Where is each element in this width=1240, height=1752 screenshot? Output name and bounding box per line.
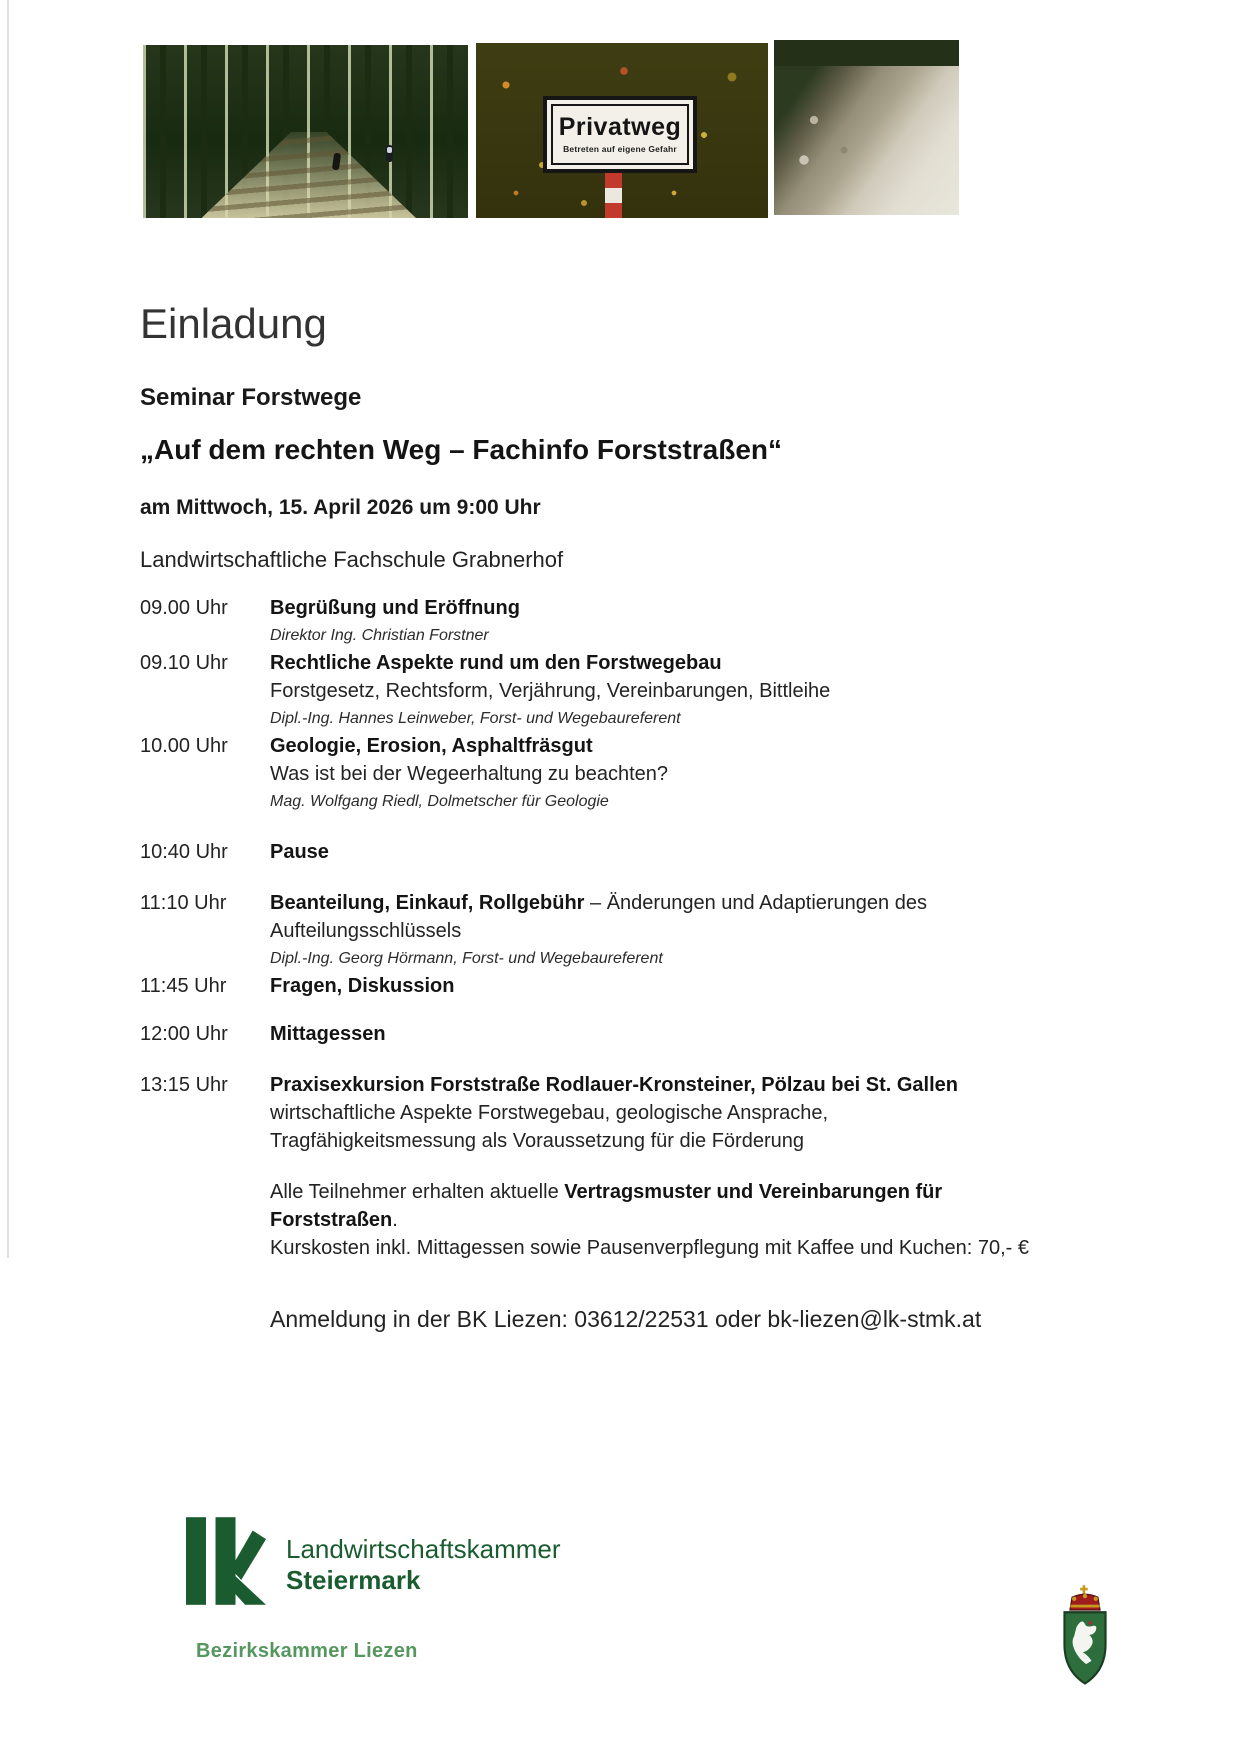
- lk-logo-line1: Landwirtschaftskammer: [286, 1534, 561, 1564]
- sign-pole: [605, 173, 622, 218]
- seminar-name: Seminar Forstwege: [140, 384, 362, 412]
- participants-note-bold: Vertragsmuster und Vereinbarungen für Forststraßen: [270, 1181, 943, 1231]
- photo-privatweg-sign: [476, 43, 768, 218]
- schedule-row: [140, 732, 1090, 815]
- schedule-content: [270, 889, 1070, 972]
- schedule-content: [270, 972, 1070, 1000]
- steiermark-coat-of-arms-icon: [1058, 1584, 1112, 1688]
- session-title: Praxisexkursion Forststraße Rodlauer-Kronsteiner, Pölzau bei St. Gallen: [270, 1074, 958, 1096]
- seminar-datetime: am Mittwoch, 15. April 2026 um 9:00 Uhr: [140, 496, 541, 520]
- session-detail: Was ist bei der Wegeerhaltung zu beachten?: [270, 763, 669, 785]
- district-chamber-label: Bezirkskammer Liezen: [196, 1640, 418, 1662]
- schedule-time: 11:45 Uhr: [140, 975, 227, 997]
- session-detail: Forstgesetz, Rechtsform, Verjährung, Vereinbarungen, Bittleihe: [270, 680, 831, 702]
- session-title: Mittagessen: [270, 1023, 386, 1045]
- session-title-mixed: [270, 889, 1070, 945]
- schedule-content: [270, 649, 1070, 732]
- session-title: Rechtliche Aspekte rund um den Forstwegebau: [270, 652, 722, 674]
- schedule-time: 11:10 Uhr: [140, 892, 227, 914]
- sign-subtitle: Betreten auf eigene Gefahr: [563, 144, 677, 154]
- schedule-row: [140, 838, 1090, 866]
- privatweg-sign-inner: [551, 104, 689, 165]
- page-title: Einladung: [140, 300, 327, 347]
- schedule-time: 10.00 Uhr: [140, 735, 228, 757]
- schedule-time: 12:00 Uhr: [140, 1023, 228, 1045]
- schedule-row: [140, 594, 1090, 649]
- seminar-headline: „Auf dem rechten Weg – Fachinfo Forststraßen“: [140, 434, 783, 466]
- session-detail: wirtschaftliche Aspekte Forstwegebau, geologische Ansprache,: [270, 1102, 829, 1124]
- lk-logo-text: [286, 1516, 561, 1606]
- session-title-rest: – Änderungen und Adaptierungen des Aufteilungsschlüssels: [270, 892, 927, 942]
- sign-title: Privatweg: [558, 113, 682, 141]
- photo-forest-road: [774, 40, 959, 215]
- costs-note: Kurskosten inkl. Mittagessen sowie Pausenverpflegung mit Kaffee und Kuchen: 70,- €: [270, 1237, 1029, 1259]
- speaker-name: Direktor Ing. Christian Forstner: [270, 627, 489, 644]
- scan-artifact-line: [7, 0, 9, 1258]
- forest-trail: [202, 132, 417, 219]
- session-title: Pause: [270, 841, 329, 863]
- schedule-content: [270, 1020, 1070, 1048]
- schedule-content: [270, 838, 1070, 866]
- notes-block: [270, 1178, 1070, 1262]
- registration-line: Anmeldung in der BK Liezen: 03612/22531 oder bk-liezen@lk-stmk.at: [270, 1306, 982, 1332]
- seminar-location: Landwirtschaftliche Fachschule Grabnerhof: [140, 547, 564, 573]
- session-title: Beanteilung, Einkauf, Rollgebühr: [270, 892, 585, 914]
- schedule-row: [140, 889, 1090, 972]
- participants-note-period: .: [392, 1209, 398, 1231]
- session-detail: Tragfähigkeitsmessung als Voraussetzung für die Förderung: [270, 1130, 804, 1152]
- schedule: [140, 594, 1090, 1155]
- speaker-name: Mag. Wolfgang Riedl, Dolmetscher für Geologie: [270, 793, 609, 810]
- lk-logo-line2: Steiermark: [286, 1565, 421, 1595]
- schedule-row: [140, 1020, 1090, 1048]
- session-title: Begrüßung und Eröffnung: [270, 597, 520, 619]
- schedule-content: [270, 732, 1070, 815]
- schedule-content: [270, 1071, 1070, 1155]
- schedule-time: 10:40 Uhr: [140, 841, 228, 863]
- schedule-time: 09.00 Uhr: [140, 597, 228, 619]
- session-title: Fragen, Diskussion: [270, 975, 455, 997]
- schedule-time: 13:15 Uhr: [140, 1074, 228, 1096]
- participants-note: [270, 1178, 1070, 1234]
- schedule-content: [270, 594, 1070, 649]
- participants-note-text: Alle Teilnehmer erhalten aktuelle: [270, 1181, 565, 1203]
- header-photo-strip: [143, 40, 959, 218]
- session-title: Geologie, Erosion, Asphaltfräsgut: [270, 735, 593, 757]
- title-block: [140, 300, 1100, 573]
- schedule-row: [140, 649, 1090, 732]
- speaker-name: Dipl.-Ing. Hannes Leinweber, Forst- und Wegebaureferent: [270, 710, 681, 727]
- lk-logo-block: [186, 1516, 561, 1606]
- schedule-row: [140, 972, 1090, 1000]
- mountain-biker-icon: [386, 145, 393, 162]
- photo-forest-trail: [143, 45, 468, 218]
- schedule-row: [140, 1071, 1090, 1155]
- privatweg-sign: [543, 96, 697, 173]
- speaker-name: Dipl.-Ing. Georg Hörmann, Forst- und Wegebaureferent: [270, 950, 663, 967]
- lk-logo-icon: [186, 1516, 266, 1606]
- schedule-time: 09.10 Uhr: [140, 652, 228, 674]
